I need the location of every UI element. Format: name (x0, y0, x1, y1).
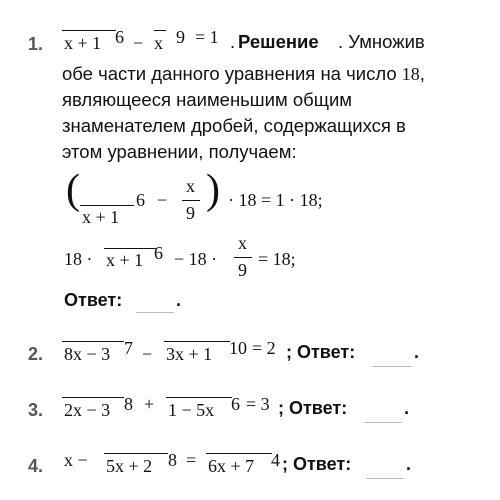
fraction-numerator: x (186, 176, 195, 196)
period: . (406, 454, 412, 474)
minus-sign: − (133, 33, 144, 53)
denominator: x (154, 33, 163, 53)
answer-blank[interactable] (364, 422, 402, 423)
overline (104, 453, 168, 454)
fraction-bar (182, 200, 200, 201)
overline (62, 397, 124, 398)
denominator: x + 1 (106, 250, 144, 270)
operator: + (144, 394, 155, 414)
period: . (230, 31, 236, 52)
period: . (404, 398, 410, 418)
solution-label: Решение (238, 31, 319, 52)
period: . (176, 290, 182, 310)
numerator: 6 (136, 190, 145, 210)
overline (166, 397, 232, 398)
comma: , (419, 63, 425, 84)
numerator: 8 (168, 450, 177, 470)
operator: − (142, 344, 153, 364)
equation-rest: · 18 = 1 · 18; (228, 190, 323, 210)
numerator: 6 (115, 27, 124, 47)
denominator: x + 1 (82, 207, 120, 227)
numerator: 7 (124, 338, 133, 358)
denominator: 3x + 1 (166, 344, 213, 364)
overline (80, 205, 134, 206)
fraction-denominator: 9 (186, 203, 195, 223)
problem-number-1: 1. (28, 34, 44, 54)
overline (164, 341, 230, 342)
equation-middle: − 18 · (174, 249, 218, 269)
answer-blank[interactable] (366, 478, 404, 479)
leading-term: x − (64, 450, 88, 470)
numerator: 9 (176, 27, 185, 47)
answer-blank[interactable] (136, 312, 174, 313)
equation-rhs: = 2 (252, 338, 276, 358)
fraction-denominator: 9 (238, 260, 247, 280)
denominator: 1 − 5x (168, 400, 215, 420)
equation-rhs: = 1 (195, 27, 219, 47)
numerator: 4 (271, 450, 280, 470)
equals-sign: = (186, 450, 197, 470)
minus-sign: − (157, 190, 168, 210)
answer-label: ; Ответ: (278, 398, 348, 418)
overline (104, 248, 156, 249)
period: . (414, 342, 420, 362)
overline (206, 453, 272, 454)
solution-text (62, 62, 425, 86)
answer-label: Ответ: (64, 290, 123, 310)
solution-text: знаменателем дробей, содержащихся в (62, 115, 406, 136)
numerator: 10 (229, 338, 247, 358)
denominator: 6x + 7 (208, 456, 255, 476)
overline (154, 30, 166, 31)
denominator: x + 1 (64, 33, 102, 53)
number-18: 18 (401, 64, 420, 84)
factor: 18 · (64, 249, 93, 269)
left-paren: ( (66, 167, 80, 213)
fraction-bar (234, 257, 252, 258)
numerator: 8 (124, 394, 133, 414)
equation-rest: = 18; (258, 249, 296, 269)
answer-label: ; Ответ: (282, 454, 352, 474)
overline (62, 30, 116, 31)
numerator: 6 (231, 394, 240, 414)
problem-number-2: 2. (28, 344, 44, 364)
overline (62, 341, 124, 342)
solution-text: являющееся наименьшим общим (62, 89, 353, 110)
solution-text: . Умножив (338, 31, 425, 52)
answer-blank[interactable] (372, 366, 412, 367)
denominator: 2x − 3 (64, 400, 111, 420)
text-fragment: обе части данного уравнения на число (62, 63, 402, 84)
right-paren: ) (206, 167, 220, 213)
problem-number-3: 3. (28, 400, 44, 420)
denominator: 8x − 3 (64, 344, 111, 364)
equation-rhs: = 3 (246, 394, 270, 414)
numerator: 6 (154, 243, 163, 263)
problem-number-4: 4. (28, 456, 44, 476)
denominator: 5x + 2 (106, 456, 153, 476)
fraction-numerator: x (238, 233, 247, 253)
answer-label: ; Ответ: (286, 342, 356, 362)
solution-text: этом уравнении, получаем: (62, 141, 297, 162)
